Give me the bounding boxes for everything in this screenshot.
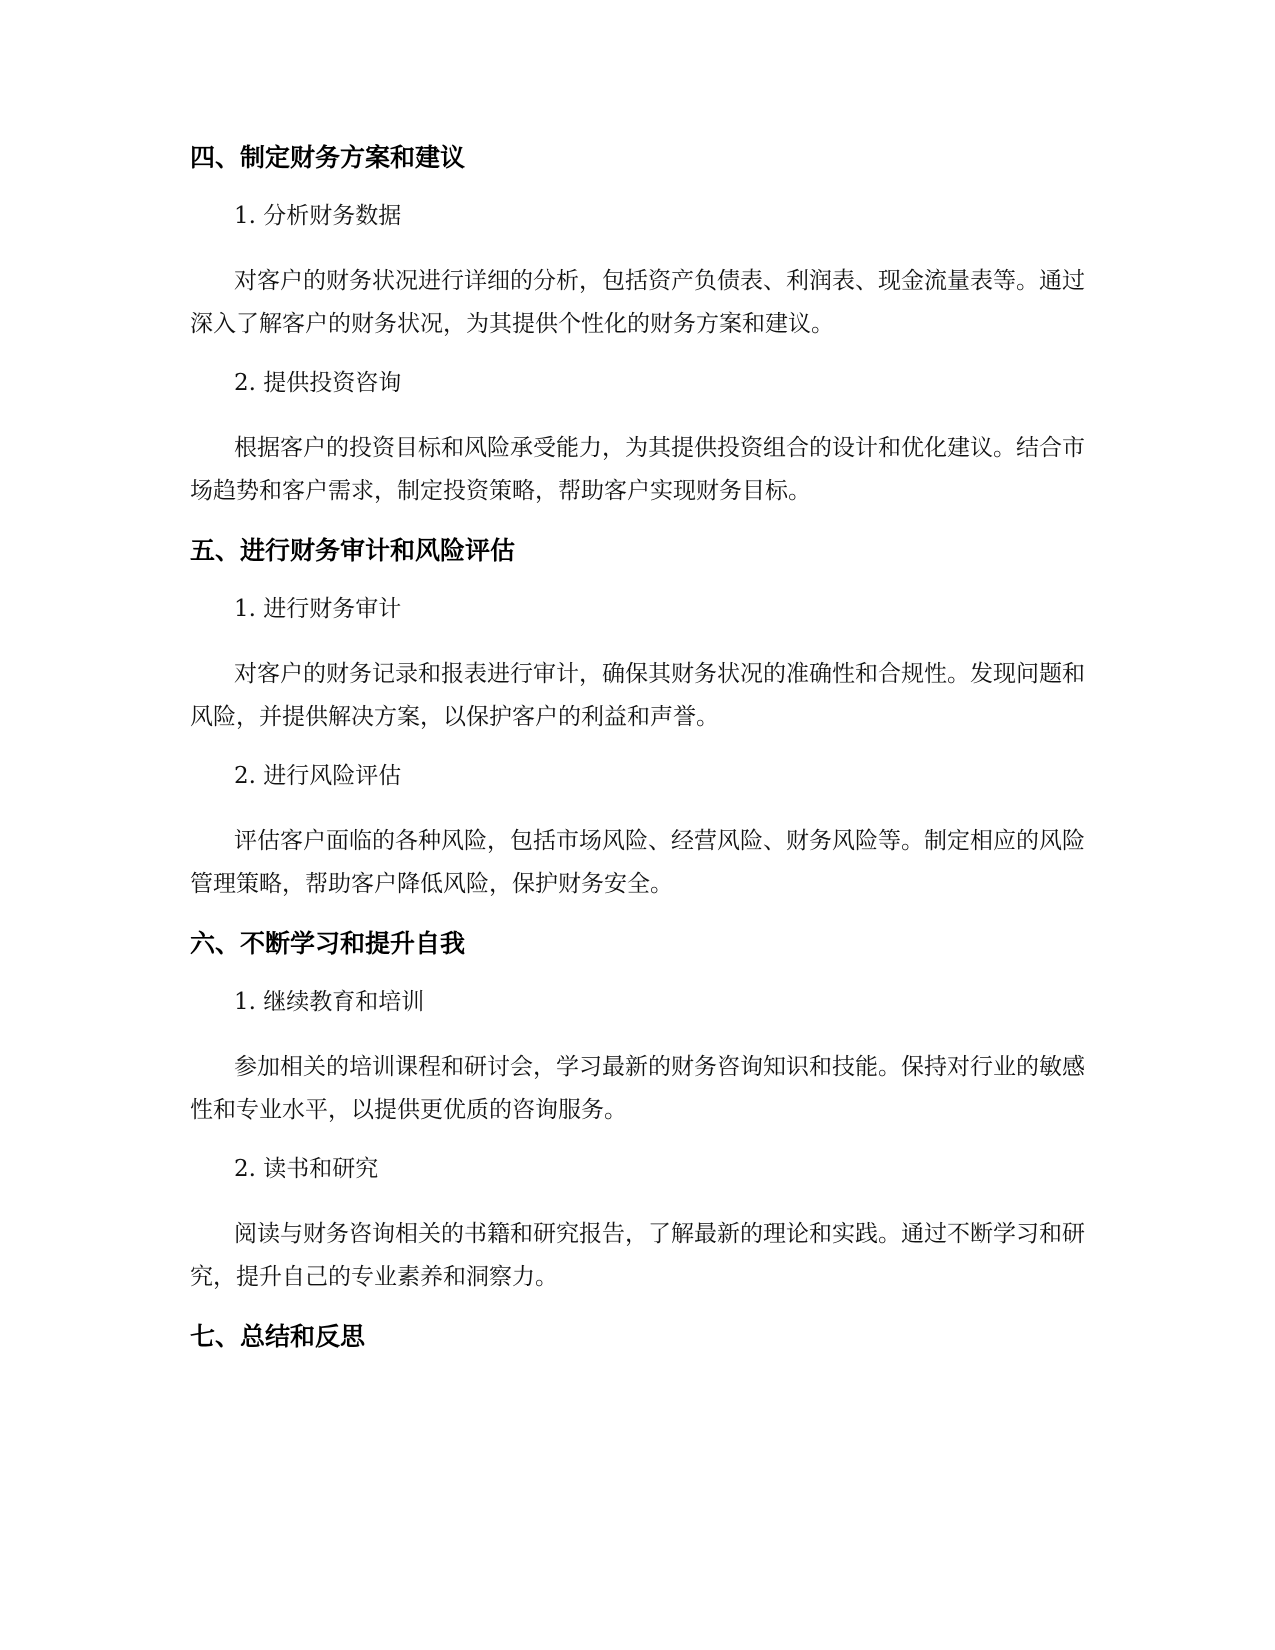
paragraph: 对客户的财务记录和报表进行审计，确保其财务状况的准确性和合规性。发现问题和风险，并提供解决方案，以保护客户的利益和声誉。 — [190, 661, 1085, 730]
subsection-title: 2. 读书和研究 — [234, 1156, 379, 1182]
paragraph: 参加相关的培训课程和研讨会，学习最新的财务咨询知识和技能。保持对行业的敏感性和专业水平，以提供更优质的咨询服务。 — [190, 1054, 1085, 1123]
subsection-title: 1. 分析财务数据 — [234, 203, 402, 229]
section-heading: 七、总结和反思 — [190, 1322, 366, 1351]
section-heading: 六、不断学习和提升自我 — [190, 929, 466, 958]
section-summary — [190, 1319, 1085, 1355]
subsection-analyze-data — [190, 199, 1085, 346]
paragraph: 根据客户的投资目标和风险承受能力，为其提供投资组合的设计和优化建议。结合市场趋势和客户需求，制定投资策略，帮助客户实现财务目标。 — [190, 435, 1085, 504]
subsection-financial-audit — [190, 592, 1085, 739]
subsection-title: 2. 进行风险评估 — [234, 763, 402, 789]
subsection-title: 2. 提供投资咨询 — [234, 370, 402, 396]
section-learning — [190, 926, 1085, 1299]
section-financial-plan — [190, 140, 1085, 513]
section-heading: 四、制定财务方案和建议 — [190, 143, 466, 172]
paragraph: 阅读与财务咨询相关的书籍和研究报告，了解最新的理论和实践。通过不断学习和研究，提升自己的专业素养和洞察力。 — [190, 1221, 1085, 1290]
subsection-title: 1. 继续教育和培训 — [234, 989, 425, 1015]
subsection-risk-assessment — [190, 759, 1085, 906]
section-heading: 五、进行财务审计和风险评估 — [190, 536, 516, 565]
subsection-reading-research — [190, 1152, 1085, 1299]
paragraph: 对客户的财务状况进行详细的分析，包括资产负债表、利润表、现金流量表等。通过深入了解客户的财务状况，为其提供个性化的财务方案和建议。 — [190, 268, 1085, 337]
subsection-title: 1. 进行财务审计 — [234, 596, 402, 622]
subsection-investment-consulting — [190, 366, 1085, 513]
subsection-education-training — [190, 985, 1085, 1132]
paragraph: 评估客户面临的各种风险，包括市场风险、经营风险、财务风险等。制定相应的风险管理策略，帮助客户降低风险，保护财务安全。 — [190, 828, 1085, 897]
section-audit-risk — [190, 533, 1085, 906]
